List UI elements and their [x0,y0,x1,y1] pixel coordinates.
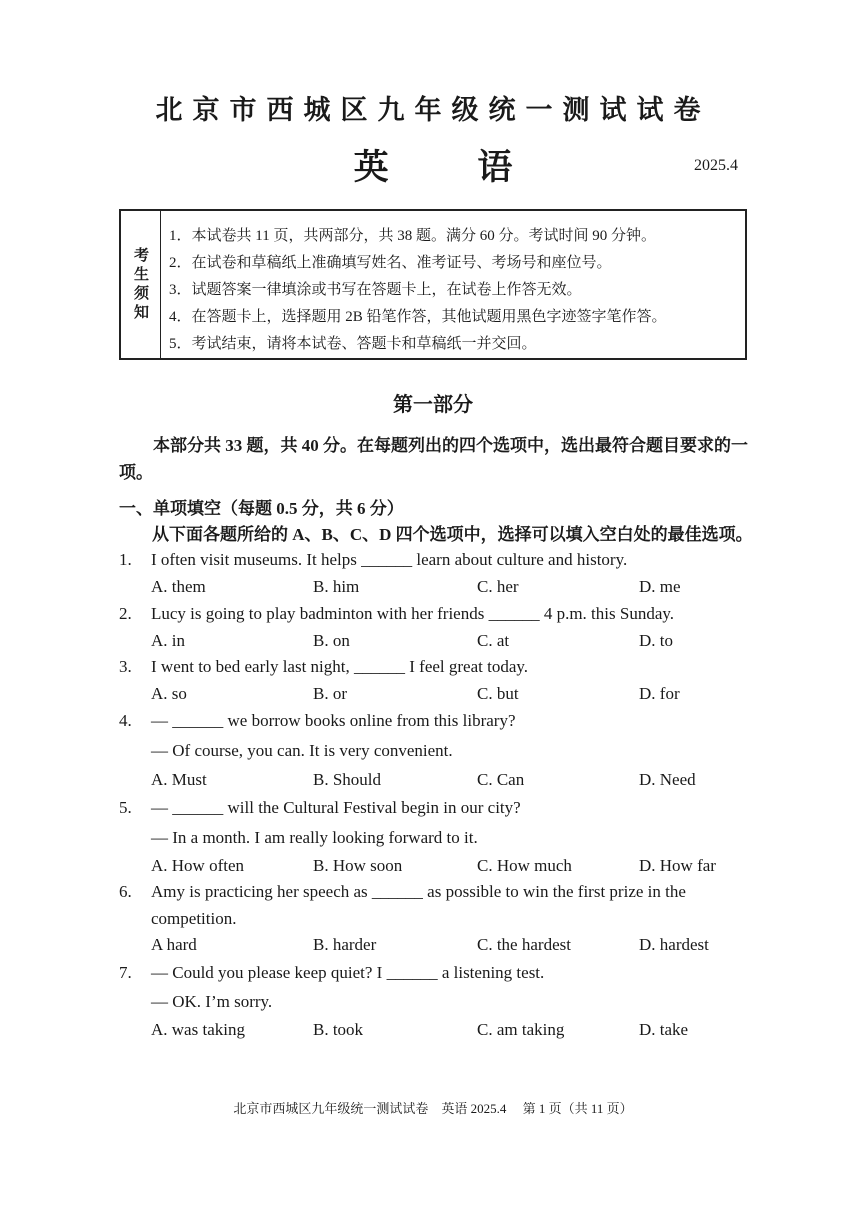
question-stem: — ______ will the Cultural Festival begin in our city? [151,798,521,817]
question-stem-continued: competition. [151,909,237,928]
question-number: 5. [119,798,132,817]
option-b: B. on [313,631,350,650]
option-a: A. them [151,577,206,596]
notice-item: 2．在试卷和草稿纸上准确填写姓名、准考证号、考场号和座位号。 [169,255,612,271]
option-b: B. Should [313,770,382,789]
question-response: — Of course, you can. It is very convenient. [151,741,453,760]
option-c: C. her [477,577,519,596]
question-stem: — ______ we borrow books online from this library? [151,711,516,730]
option-a: A hard [151,935,197,954]
option-c: C. the hardest [477,935,571,954]
option-a: A. so [151,684,187,703]
notice-list [169,223,667,358]
option-c: C. How much [477,856,572,875]
option-b: B. took [313,1020,364,1039]
option-b: B. him [313,577,360,596]
exam-title: 北京市西城区九年级统一测试试卷 [155,95,711,125]
option-b: B. or [313,684,347,703]
option-c: C. but [477,684,519,703]
question-stem: I went to bed early last night, ______ I feel great today. [151,657,529,676]
question-stem: Lucy is going to play badminton with her friends ______ 4 p.m. this Sunday. [151,604,675,623]
option-d: D. me [639,577,681,596]
option-c: C. at [477,631,510,650]
subject-title: 英 语 [353,148,553,187]
question-number: 7. [119,963,132,982]
option-a: A. Must [151,770,207,789]
option-a: A. in [151,631,185,650]
option-c: C. Can [477,770,525,789]
question-number: 6. [119,882,132,901]
notice-label: 考生须知 [132,246,148,323]
question-response: — OK. I’m sorry. [151,992,273,1011]
question-response: — In a month. I am really looking forward to it. [151,828,478,847]
notice-item: 3．试题答案一律填涂或书写在答题卡上，在试卷上作答无效。 [169,282,582,298]
page-footer: 北京市西城区九年级统一测试试卷 英语 2025.4 第 1 页（共 11 页） [233,1101,633,1116]
question-number: 4. [119,711,132,730]
option-d: D. Need [639,770,696,789]
section-instruction: 从下面各题所给的 A、B、C、D 四个选项中，选择可以填入空白处的最佳选项。 [152,525,753,544]
notice-item: 5．考试结束，请将本试卷、答题卡和草稿纸一并交回。 [169,336,537,352]
section-heading: 一、单项填空（每题 0.5 分，共 6 分） [119,499,404,518]
option-d: D. for [639,684,680,703]
option-d: D. hardest [639,935,709,954]
option-b: B. harder [313,935,377,954]
option-a: A. was taking [151,1020,245,1039]
option-c: C. am taking [477,1020,565,1039]
notice-label-cell [121,211,161,358]
option-d: D. How far [639,856,716,875]
question-number: 1. [119,550,132,569]
question-number: 3. [119,657,132,676]
question-stem: — Could you please keep quiet? I ______ a listening test. [151,963,545,982]
option-b: B. How soon [313,856,403,875]
option-a: A. How often [151,856,245,875]
question-number: 2. [119,604,132,623]
option-d: D. to [639,631,673,650]
notice-item: 4．在答题卡上，选择题用 2B 铅笔作答，其他试题用黑色字迹签字笔作答。 [169,309,667,325]
examinee-notice-box [119,209,747,360]
question-stem: Amy is practicing her speech as ______ as possible to win the first prize in the [151,882,686,901]
exam-date: 2025.4 [694,157,738,174]
option-d: D. take [639,1020,689,1039]
question-stem: I often visit museums. It helps ______ learn about culture and history. [151,550,628,569]
part-intro: 本部分共 33 题，共 40 分。在每题列出的四个选项中，选出最符合题目要求的一项。 [119,436,748,482]
part-heading: 第一部分 [393,394,473,416]
notice-item: 1．本试卷共 11 页，共两部分，共 38 题。满分 60 分。考试时间 90 分钟。 [169,228,656,244]
